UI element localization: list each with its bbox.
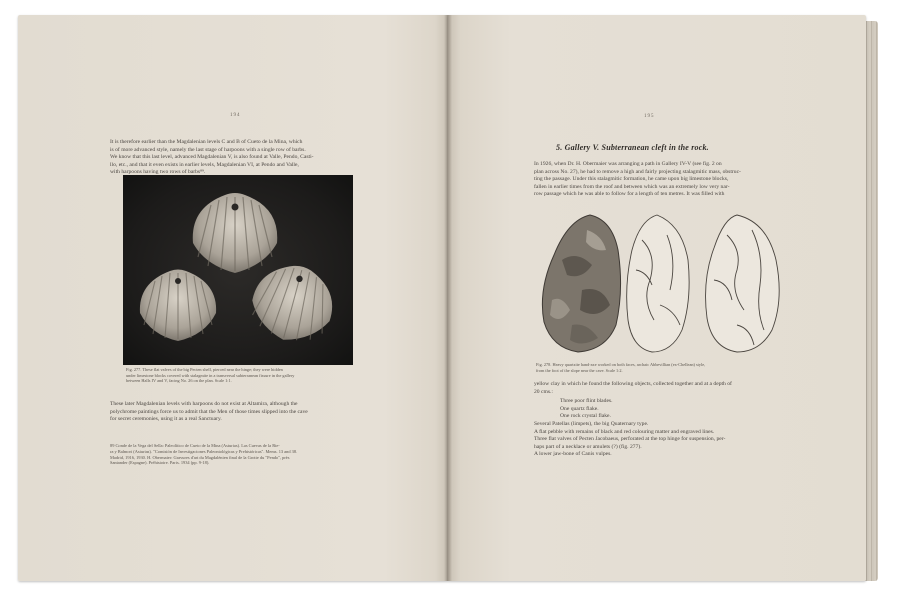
left-closing-paragraph (110, 401, 372, 424)
text-line: yellow clay in which he found the following objects, collected together and at a depth of (534, 381, 732, 387)
footnote-line: Santander (Espagne). Préhistoire. Paris. 1934 (pp. 9-18). (110, 460, 210, 466)
book-gutter (444, 15, 452, 581)
text-line: with harpoons having two rows of barbs⁸⁹. (110, 169, 206, 176)
page-edges (864, 21, 878, 581)
text-line: row passage which he was able to follow for a length of ten metres. It was filled with (534, 191, 725, 198)
text-line: 20 cms.: (534, 388, 553, 395)
hand-axe-drawings (532, 210, 802, 360)
shell-top (193, 193, 277, 273)
text-line: A lower jaw-bone of Canis vulpes. (534, 451, 612, 458)
left-intro-paragraph (110, 139, 372, 177)
right-final-paragraph (534, 421, 806, 459)
figure-277-caption (126, 367, 366, 384)
footnote-line: Madrid, 1916, 1930. H. Obermaier: Gravures d'art du Magdalénien final de la Grotte du "Pendo", près (110, 454, 290, 460)
hand-axe-profile-view (627, 215, 689, 352)
text-line: It is therefore earlier than the Magdalenian levels C and B of Cueto de la Mina, which (110, 139, 303, 145)
text-line: Several Patellas (limpets), the big Quaternary type. (534, 421, 649, 427)
text-line: haps part of a necklace or amulets (?) (fig. 277). (534, 443, 642, 450)
footnote-line: 89 Conde de la Vega del Sella: Paleolítico de Cueto de la Mina (Asturias). Las Cuevas de la Rie- (110, 443, 280, 448)
open-book (18, 15, 880, 583)
shell-photograph (123, 175, 353, 365)
text-line: These later Magdalenian levels with harpoons do not exist at Altamira, although the (110, 401, 298, 407)
caption-line: Fig. 278. Heavy quartzite hand-axe worked on both faces, archaic Abbevillian (ex-Chellean) style, (536, 362, 706, 367)
list-item: One quartz flake. (560, 405, 599, 412)
text-line: A flat pebble with remains of black and red colouring matter and engraved lines. (534, 428, 715, 435)
text-line: polychrome paintings force us to admit that the Men of those times slipped into the cave (110, 408, 308, 415)
hand-axe-reverse-view (706, 215, 780, 352)
text-line: In 1926, when Dr. H. Obermaier was arranging a path in Gallery IV-V (see fig. 2 on (534, 161, 722, 167)
page-number-left: 194 (230, 113, 241, 118)
text-line: Three flat valves of Pecten Jacobaeus, perforated at the top hinge for suspension, per- (534, 436, 726, 443)
footnote-89 (110, 443, 374, 466)
right-intro-paragraph (534, 161, 806, 199)
footnote-line: ra y Balmori (Asturias). "Comisión de Investigaciones Paleontológicas y Prehistóricas". Mems. 13 and 38. (110, 448, 298, 454)
shell-right (244, 256, 341, 350)
text-line: for secret ceremonies, using it as a real Sanctuary. (110, 416, 222, 423)
text-line: We know that this last level, advanced Magdalenian V, is also found at Valle, Pendo, Casti- (110, 154, 314, 161)
list-item: One rock crystal flake. (560, 413, 611, 420)
caption-line: between Halls IV and V, facing No. 26 on the plan. Scale 1:1. (126, 378, 232, 384)
caption-line: under limestone blocks covered with stalagmite in a transversal subterranean fissure in the gallery (126, 372, 295, 378)
right-page (448, 15, 866, 581)
section-title: 5. Gallery V. Subterranean cleft in the rock. (556, 143, 709, 152)
finds-list (560, 398, 800, 421)
hand-axe-face-view (542, 215, 620, 352)
hand-axe-illustration (532, 210, 802, 360)
text-line: is of more advanced style, namely the last stage of harpoons with a single row of barbs. (110, 146, 306, 153)
caption-line: Fig. 277. These flat valves of the big Pecten shell, pierced near the hinge; they were hidden (126, 367, 283, 372)
figure-278-caption (536, 362, 802, 373)
pecten-shells-image (123, 175, 353, 365)
page-number-right: 195 (644, 114, 655, 119)
list-item: Three poor flint blades. (560, 398, 613, 404)
text-line: llo, etc., and that it even exists in earlier levels, Magdalenian VI, at Pendo and Valle, (110, 161, 299, 168)
text-line: ting the passage. Under this stalagmitic formation, he came upon big limestone blocks, (534, 176, 729, 183)
shell-left (140, 270, 216, 342)
left-page (18, 15, 448, 581)
text-line: fallen in earlier times from the roof and between which was an extremely low very nar- (534, 183, 730, 190)
right-continuation (534, 381, 806, 396)
text-line: plan across No. 27), he had to remove a high and fairly projecting stalagmitic mass, obstruc- (534, 168, 741, 175)
caption-line: from the foot of the slope near the cave. Scale 1:2. (536, 367, 623, 373)
